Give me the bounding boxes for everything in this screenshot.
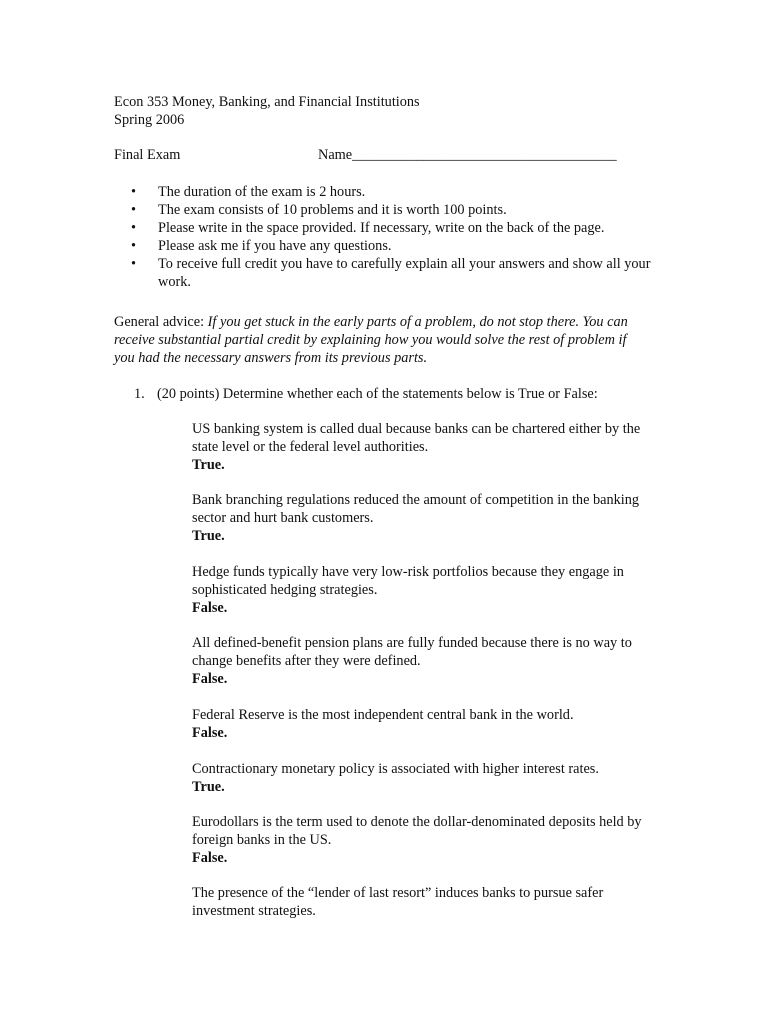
bullet-icon: • bbox=[131, 184, 137, 200]
bullet-icon: • bbox=[131, 202, 137, 218]
statement-text: Federal Reserve is the most independent central bank in the world. bbox=[192, 707, 574, 723]
exam-title: Final Exam bbox=[114, 147, 181, 163]
bullet-icon: • bbox=[131, 220, 137, 236]
statement-text: Eurodollars is the term used to denote the dollar-denominated deposits held by foreign banks in the US. bbox=[192, 814, 642, 848]
statement-text: The presence of the “lender of last resort” induces banks to pursue safer investment strategies. bbox=[192, 885, 604, 919]
document-header bbox=[114, 93, 420, 129]
course-title: Econ 353 Money, Banking, and Financial Institutions bbox=[114, 94, 420, 110]
statement bbox=[192, 760, 662, 796]
statement-answer: True. bbox=[192, 528, 225, 544]
statement-answer: False. bbox=[192, 725, 228, 741]
instruction-text: The duration of the exam is 2 hours. bbox=[158, 184, 366, 200]
list-item bbox=[114, 183, 674, 201]
list-item bbox=[114, 255, 674, 291]
instruction-text: Please ask me if you have any questions. bbox=[158, 238, 392, 254]
instructions-list bbox=[114, 183, 674, 291]
list-item bbox=[114, 237, 674, 255]
statement bbox=[192, 634, 662, 688]
advice-text: If you get stuck in the early parts of a problem, do not stop there. You can receive substantial partial credit by explaining how you would solve the rest of problem if you had the necessary answers from its previous parts. bbox=[114, 314, 628, 366]
question-prompt: (20 points) Determine whether each of the statements below is True or False: bbox=[157, 386, 598, 402]
general-advice bbox=[114, 313, 644, 367]
statement-text: Contractionary monetary policy is associated with higher interest rates. bbox=[192, 761, 599, 777]
statement bbox=[192, 813, 662, 867]
statement-text: Hedge funds typically have very low-risk portfolios because they engage in sophisticated hedging strategies. bbox=[192, 564, 624, 598]
list-item bbox=[114, 201, 674, 219]
statement-answer: False. bbox=[192, 671, 228, 687]
statement-text: Bank branching regulations reduced the amount of competition in the banking sector and hurt bank customers. bbox=[192, 492, 640, 526]
statement-answer: True. bbox=[192, 457, 225, 473]
instruction-text: To receive full credit you have to carefully explain all your answers and show all your work. bbox=[158, 256, 651, 290]
question-number: 1. bbox=[134, 386, 145, 402]
bullet-icon: • bbox=[131, 256, 137, 272]
name-field: Name_____________________________________ bbox=[318, 147, 617, 163]
statement bbox=[192, 491, 662, 545]
statement bbox=[192, 706, 662, 742]
instruction-text: The exam consists of 10 problems and it is worth 100 points. bbox=[158, 202, 507, 218]
statement-answer: True. bbox=[192, 779, 225, 795]
statement bbox=[192, 420, 662, 474]
statement-answer: False. bbox=[192, 600, 228, 616]
bullet-icon: • bbox=[131, 238, 137, 254]
statement bbox=[192, 884, 662, 920]
statement-text: US banking system is called dual because banks can be chartered either by the state level or the federal level authorities. bbox=[192, 421, 641, 455]
list-item bbox=[114, 219, 674, 237]
statement-answer: False. bbox=[192, 850, 228, 866]
statement bbox=[192, 563, 662, 617]
term: Spring 2006 bbox=[114, 112, 185, 128]
advice-label: General advice: bbox=[114, 314, 208, 330]
instruction-text: Please write in the space provided. If necessary, write on the back of the page. bbox=[158, 220, 605, 236]
statement-text: All defined-benefit pension plans are fully funded because there is no way to change benefits after they were defined. bbox=[192, 635, 632, 669]
